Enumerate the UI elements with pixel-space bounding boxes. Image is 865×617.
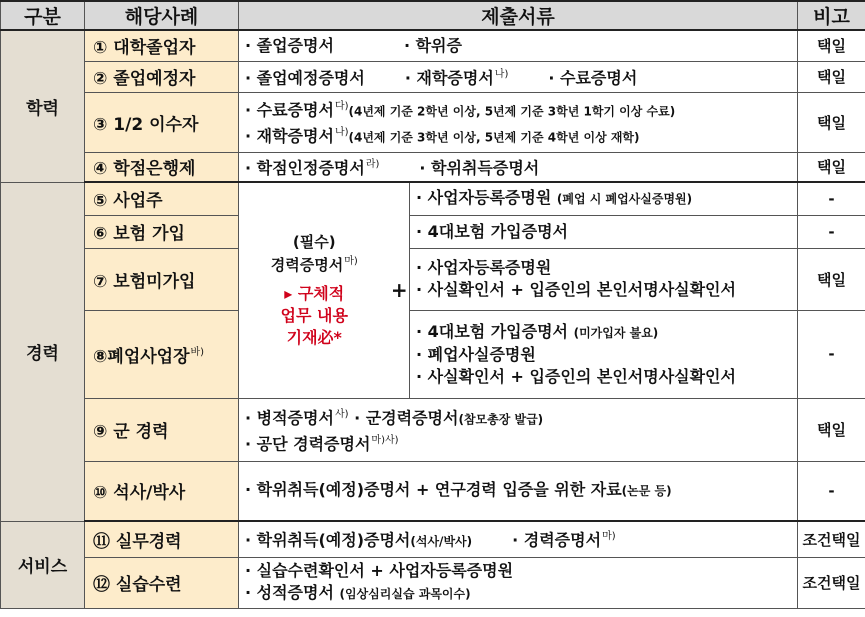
header-case: 해당사례 xyxy=(85,1,239,30)
header-docs: 제출서류 xyxy=(239,1,798,30)
note-cell: - xyxy=(798,182,865,215)
note-cell: 택일 xyxy=(798,152,865,182)
case-label: ⑥ 보험 가입 xyxy=(85,215,239,248)
docs-cell: · 졸업예정증명서 · 재학증명서$^{나)}$ · 수료증명서 xyxy=(239,61,798,92)
note-cell: - xyxy=(798,215,865,248)
note-cell: - xyxy=(798,461,865,521)
table-row xyxy=(1,182,865,215)
case-label: ⑦ 보험미가입 xyxy=(85,248,239,310)
note-cell: 조건택일 xyxy=(798,557,865,608)
header-note: 비고 xyxy=(798,1,865,30)
note-cell: 택일 xyxy=(798,92,865,152)
case-label: ⑤ 사업주 xyxy=(85,182,239,215)
category-service: 서비스 xyxy=(1,521,85,608)
docs-cell: · 사업자등록증명원 · 사실확인서 + 입증인의 본인서명사실확인서 xyxy=(410,248,798,310)
table-row xyxy=(1,461,865,521)
table-row xyxy=(1,61,865,92)
docs-cell: · 4대보험 가입증명서 (미가입자 불요) · 폐업사실증명원 · 사실확인서 + 입증인의 본인서명사실확인서 xyxy=(410,310,798,398)
docs-cell: · 학위취득(예정)증명서(석사/박사) · 경력증명서$^{마)}$ xyxy=(239,521,798,557)
header-category: 구분 xyxy=(1,1,85,30)
case-label: ⑪ 실무경력 xyxy=(85,521,239,557)
case-label: ① 대학졸업자 xyxy=(85,30,239,61)
table-row xyxy=(1,248,865,310)
emphasis-note: ▸ 구체적 xyxy=(284,283,345,303)
plus-sign: + xyxy=(390,182,410,398)
docs-cell: · 수료증명서$^{다)}$(4년제 기준 2학년 이상, 5년제 기준 3학년 1학기 이상 수료) · 재학증명서$^{나)}$(4년제 기준 3학년 이상, 5년제 기준 4학년 이상 재학) xyxy=(239,92,798,152)
docs-cell: · 4대보험 가입증명서 xyxy=(410,215,798,248)
docs-cell: · 실습수련확인서 + 사업자등록증명원 · 성적증명서 (임상심리실습 과목이수) xyxy=(239,557,798,608)
table-row xyxy=(1,310,865,398)
table-row xyxy=(1,215,865,248)
case-label: ⑩ 석사/박사 xyxy=(85,461,239,521)
note-cell: 택일 xyxy=(798,398,865,461)
case-label: ⑨ 군 경력 xyxy=(85,398,239,461)
table-row xyxy=(1,30,865,61)
note-cell: 택일 xyxy=(798,30,865,61)
case-label: ② 졸업예정자 xyxy=(85,61,239,92)
docs-cell: · 졸업증명서 · 학위증 xyxy=(239,30,798,61)
table-row xyxy=(1,92,865,152)
category-education: 학력 xyxy=(1,30,85,182)
category-career: 경력 xyxy=(1,182,85,521)
docs-cell: · 학점인정증명서$^{라)}$ · 학위취득증명서 xyxy=(239,152,798,182)
note-cell: 택일 xyxy=(798,248,865,310)
career-common-docs: (필수) 경력증명서$^{마)}$ ▸ 구체적 업무 내용 기재必* xyxy=(239,182,390,398)
docs-cell: · 사업자등록증명원 (폐업 시 폐업사실증명원) xyxy=(410,182,798,215)
note-cell: 조건택일 xyxy=(798,521,865,557)
docs-cell: · 학위취득(예정)증명서 + 연구경력 입증을 위한 자료(논문 등) xyxy=(239,461,798,521)
table-row xyxy=(1,557,865,608)
table-row xyxy=(1,398,865,461)
case-label: ⑫ 실습수련 xyxy=(85,557,239,608)
note-cell: - xyxy=(798,310,865,398)
case-label: ④ 학점은행제 xyxy=(85,152,239,182)
header-row xyxy=(1,1,865,30)
table-row xyxy=(1,152,865,182)
table-row xyxy=(1,521,865,557)
case-label: ⑧폐업사업장$^{바)}$ xyxy=(85,310,239,398)
case-label: ③ 1/2 이수자 xyxy=(85,92,239,152)
docs-cell: · 병적증명서$^{사)}$ · 군경력증명서(참모총장 발급) · 공단 경력증명서$^{마)사)}$ xyxy=(239,398,798,461)
note-cell: 택일 xyxy=(798,61,865,92)
